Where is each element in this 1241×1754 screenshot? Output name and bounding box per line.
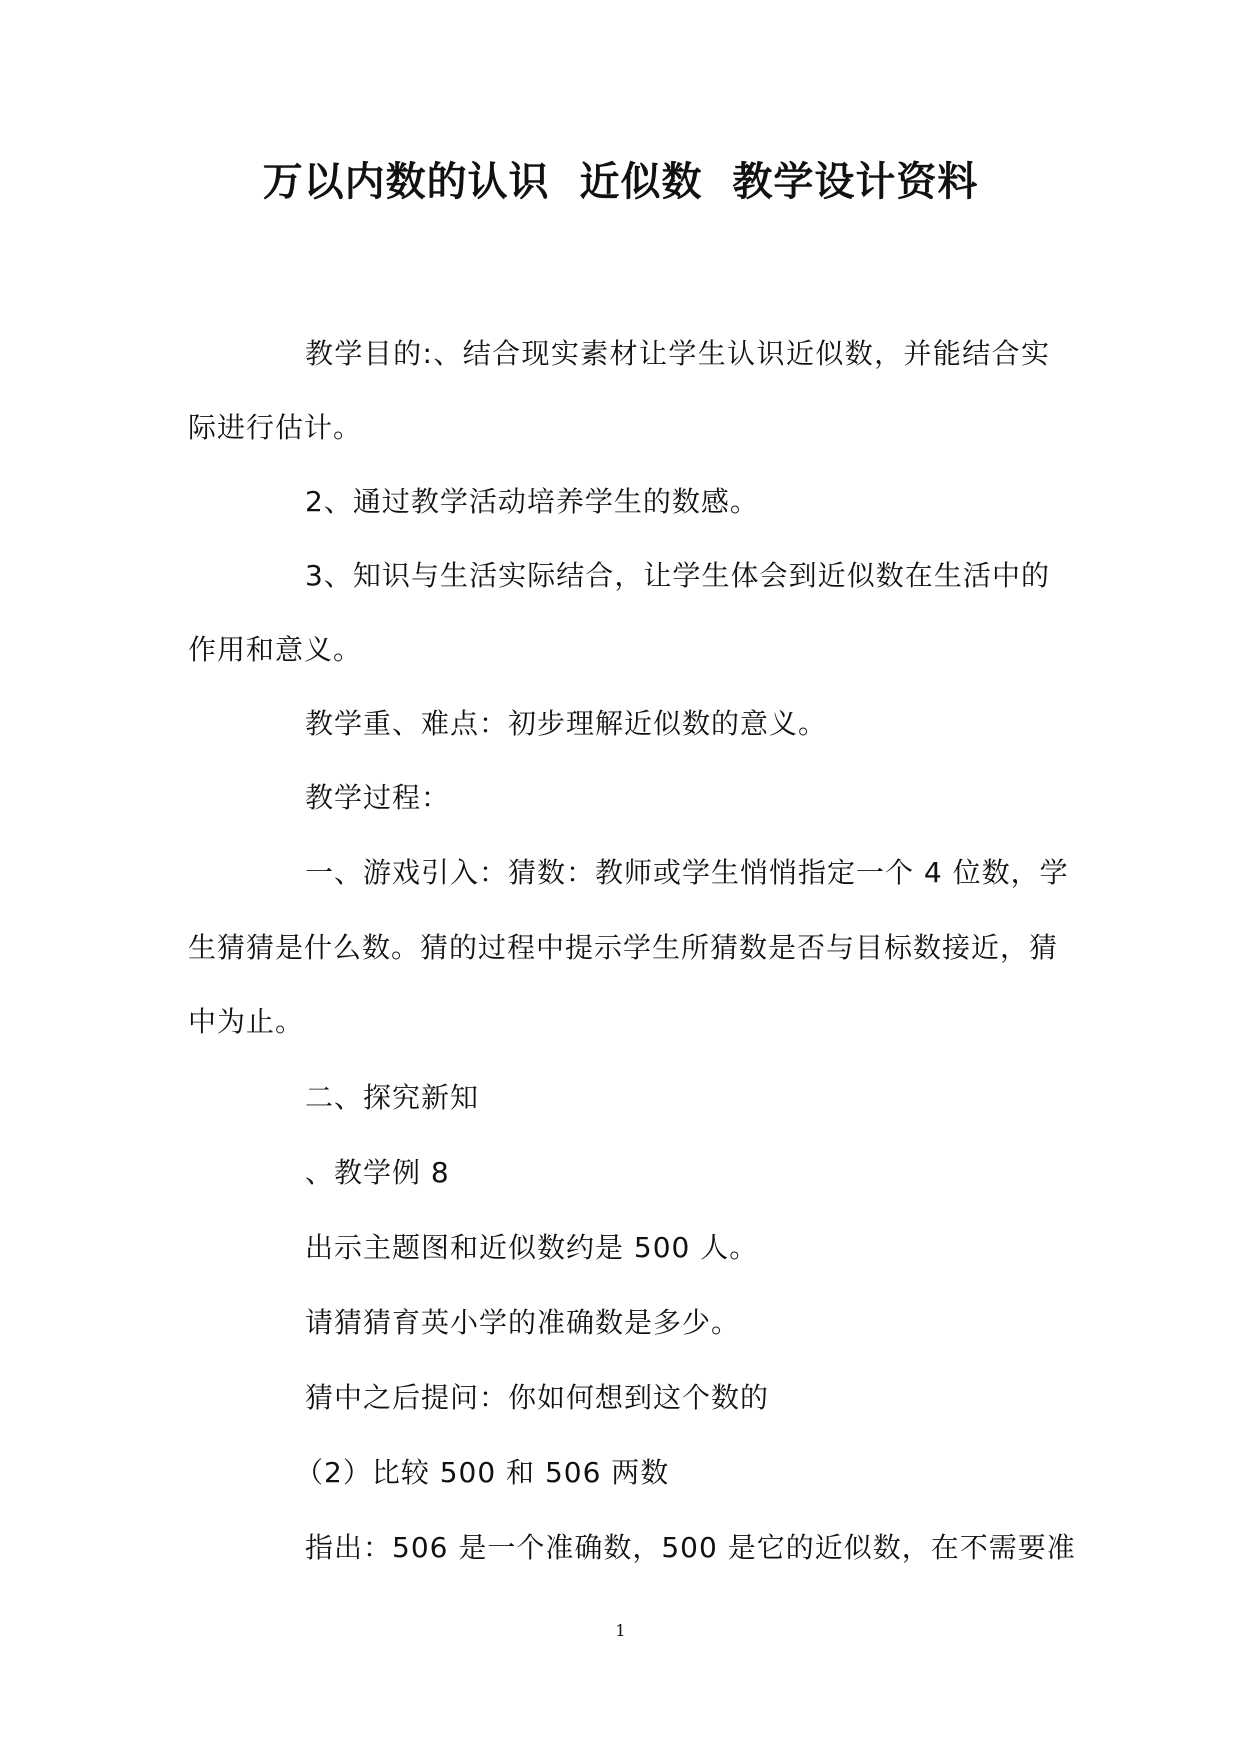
paragraph-line: 猜中之后提问：你如何想到这个数的 [305,1381,770,1414]
paragraph-line: 际进行估计。 [188,411,363,444]
page-number: 1 [615,1621,626,1640]
paragraph-line: 教学过程： [305,781,451,814]
section-heading: 二、探究新知 [305,1081,480,1114]
paragraph-line: 作用和意义。 [188,633,363,666]
paragraph-line: 教学重、难点：初步理解近似数的意义。 [305,707,828,740]
paragraph-line: 2、通过教学活动培养学生的数感。 [305,485,759,518]
paragraph-line: 、教学例 8 [305,1156,450,1189]
paragraph-line: （2）比较 500 和 506 两数 [295,1456,670,1489]
paragraph-line: 一、游戏引入：猜数：教师或学生悄悄指定一个 4 位数，学 [305,856,1069,889]
paragraph-line: 3、知识与生活实际结合，让学生体会到近似数在生活中的 [305,559,1050,592]
paragraph-line: 出示主题图和近似数约是 500 人。 [305,1231,759,1264]
paragraph-line: 指出：506 是一个准确数，500 是它的近似数，在不需要准 [305,1531,1076,1564]
paragraph-line: 请猜猜育英小学的准确数是多少。 [305,1306,741,1339]
document-title: 万以内数的认识 近似数 教学设计资料 [262,158,979,205]
paragraph-line: 教学目的:、结合现实素材让学生认识近似数，并能结合实 [305,337,1050,370]
paragraph-line: 中为止。 [188,1005,305,1038]
paragraph-line: 生猜猜是什么数。猜的过程中提示学生所猜数是否与目标数接近，猜 [188,931,1059,964]
